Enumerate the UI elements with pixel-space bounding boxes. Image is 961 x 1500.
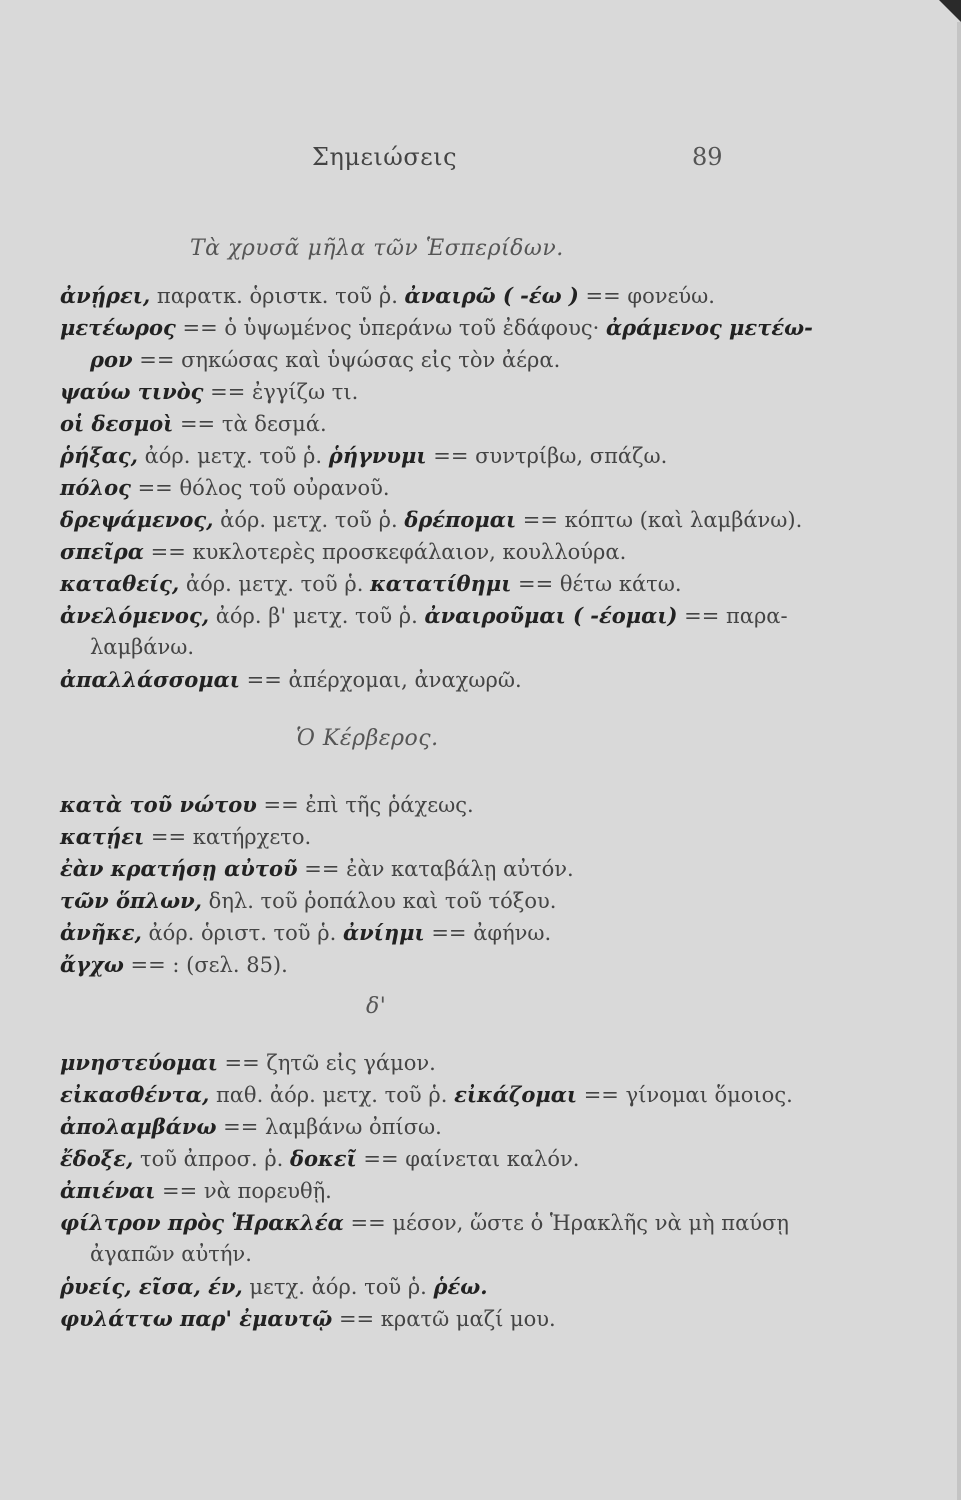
gloss-line: λαμβάνω.	[90, 635, 195, 659]
gloss-line: μετέωρος == ὁ ὑψωμένος ὑπεράνω τοῦ ἐδάφους· ἀράμενος μετέω-	[60, 315, 813, 340]
gloss-line: εἰκασθέντα, παθ. ἀόρ. μετχ. τοῦ ῥ. εἰκάζομαι == γίνομαι ὅμοιος.	[60, 1082, 793, 1107]
gloss-line: τῶν ὅπλων, δηλ. τοῦ ῥοπάλου καὶ τοῦ τόξου.	[60, 888, 557, 913]
gloss-line: ῥυείς, εῖσα, έν, μετχ. ἀόρ. τοῦ ῥ. ῥέω.	[60, 1274, 488, 1299]
gloss-line: φυλάττω παρ' ἐμαυτῷ == κρατῶ μαζί μου.	[60, 1306, 556, 1331]
gloss-line: οἱ δεσμοὶ == τὰ δεσμά.	[60, 411, 327, 436]
running-header-title: Σημειώσεις	[312, 143, 458, 171]
gloss-line: ἀπολαμβάνω == λαμβάνω ὀπίσω.	[60, 1114, 442, 1139]
gloss-line: πόλος == θόλος τοῦ οὐρανοῦ.	[60, 475, 390, 500]
gloss-line: φίλτρον πρὸς Ἡρακλέα == μέσον, ὥστε ὁ Ἡρακλῆς νὰ μὴ παύσῃ	[60, 1210, 789, 1235]
gloss-line: ἀνῄρει, παρατκ. ὁριστκ. τοῦ ῥ. ἀναιρῶ ( -έω ) == φονεύω.	[60, 283, 715, 308]
gloss-line: ἐὰν κρατήσῃ αὐτοῦ == ἐὰν καταβάλῃ αὐτόν.	[60, 856, 574, 881]
gloss-line: ἀνελόμενος, ἀόρ. β' μετχ. τοῦ ῥ. ἀναιροῦμαι ( -έομαι) == παρα-	[60, 603, 788, 628]
page-corner-shadow	[939, 0, 961, 22]
gloss-line: ψαύω τινὸς == ἐγγίζω τι.	[60, 379, 359, 404]
gloss-line: καταθείς, ἀόρ. μετχ. τοῦ ῥ. κατατίθημι == θέτω κάτω.	[60, 571, 682, 596]
gloss-line: ἀνῆκε, ἀόρ. ὁριστ. τοῦ ῥ. ἀνίημι == ἀφήνω.	[60, 920, 552, 945]
gloss-line: ἄγχω == : (σελ. 85).	[60, 952, 288, 977]
gloss-line: κατῄει == κατήρχετο.	[60, 824, 312, 849]
gloss-line: ρον == σηκώσας καὶ ὑψώσας εἰς τὸν ἀέρα.	[90, 347, 561, 372]
gloss-line: ἀπαλλάσσομαι == ἀπέρχομαι, ἀναχωρῶ.	[60, 667, 522, 692]
gloss-line: ἀπιέναι == νὰ πορευθῇ.	[60, 1178, 332, 1203]
gloss-line: δρεψάμενος, ἀόρ. μετχ. τοῦ ῥ. δρέπομαι == κόπτω (καὶ λαμβάνω).	[60, 507, 803, 532]
gloss-line: μνηστεύομαι == ζητῶ εἰς γάμον.	[60, 1050, 436, 1075]
gloss-line: ῥήξας, ἀόρ. μετχ. τοῦ ῥ. ῥήγνυμι == συντρίβω, σπάζω.	[60, 443, 668, 468]
section-title-hesperides: Τὰ χρυσᾶ μῆλα τῶν Ἑσπερίδων.	[190, 236, 564, 261]
gloss-line: κατὰ τοῦ νώτου == ἐπὶ τῆς ῥάχεως.	[60, 792, 474, 817]
page-edge	[957, 22, 961, 1500]
gloss-line: ἔδοξε, τοῦ ἀπροσ. ῥ. δοκεῖ == φαίνεται καλόν.	[60, 1146, 580, 1171]
section-title-kerberos: Ὁ Κέρβερος.	[296, 726, 439, 751]
gloss-line: σπεῖρα == κυκλοτερὲς προσκεφάλαιον, κουλλούρα.	[60, 539, 627, 564]
gloss-line: ἀγαπῶν αὐτήν.	[90, 1242, 252, 1266]
page-number: 89	[692, 143, 723, 171]
section-title-delta: δ'	[366, 994, 387, 1019]
